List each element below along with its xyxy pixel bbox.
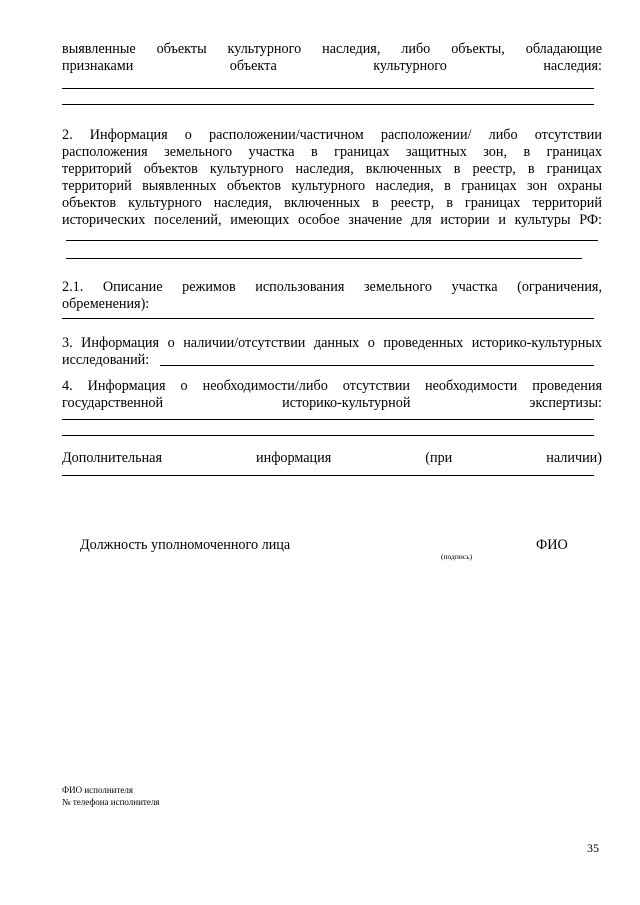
blank-line bbox=[66, 258, 582, 259]
heritage-line-2: признаками объекта культурного наследия: bbox=[62, 58, 602, 74]
blank-line bbox=[62, 475, 594, 476]
section2-line-3: территорий объектов культурного наследия, включенных в реестр, в границах bbox=[62, 161, 602, 177]
section4-line-2: государственной историко-культурной экспертизы: bbox=[62, 395, 602, 411]
page-number: 35 bbox=[587, 841, 599, 855]
section2-line-6: исторических поселений, имеющих особое значение для истории и культуры РФ: bbox=[62, 212, 602, 228]
section2-line-5: объектов культурного наследия, включенных в реестр, в границах территорий bbox=[62, 195, 602, 211]
blank-line bbox=[62, 435, 594, 436]
section3-line-1: 3. Информация о наличии/отсутствии данных о проведенных историко-культурных bbox=[62, 335, 602, 351]
signature-caption: (подпись) bbox=[441, 552, 473, 561]
section2-line-4: территорий выявленных объектов культурного наследия, в границах зон охраны bbox=[62, 178, 602, 194]
section2-line-2: расположения земельного участка в границах защитных зон, в границах bbox=[62, 144, 602, 160]
section2-line-1: 2. Информация о расположении/частичном расположении/ либо отсутствии bbox=[62, 127, 602, 143]
blank-line bbox=[66, 240, 598, 241]
heritage-line-1: выявленные объекты культурного наследия, либо объекты, обладающие bbox=[62, 41, 602, 57]
blank-line bbox=[62, 104, 594, 105]
section4-line-1: 4. Информация о необходимости/либо отсутствии необходимости проведения bbox=[62, 378, 602, 394]
blank-line bbox=[160, 365, 594, 366]
blank-line bbox=[62, 419, 594, 420]
position-label: Должность уполномоченного лица bbox=[80, 537, 291, 553]
section3-line-2: исследований: bbox=[62, 352, 150, 368]
blank-line bbox=[62, 88, 594, 89]
section2-1-line-2: обременения): bbox=[62, 296, 150, 312]
additional-info-label: Дополнительная информация (при наличии) bbox=[62, 450, 602, 466]
blank-line bbox=[62, 318, 594, 319]
executor-phone-label: № телефона исполнителя bbox=[62, 797, 160, 807]
fio-label: ФИО bbox=[536, 537, 568, 553]
section2-1-line-1: 2.1. Описание режимов использования земельного участка (ограничения, bbox=[62, 279, 602, 295]
executor-name-label: ФИО исполнителя bbox=[62, 785, 134, 795]
